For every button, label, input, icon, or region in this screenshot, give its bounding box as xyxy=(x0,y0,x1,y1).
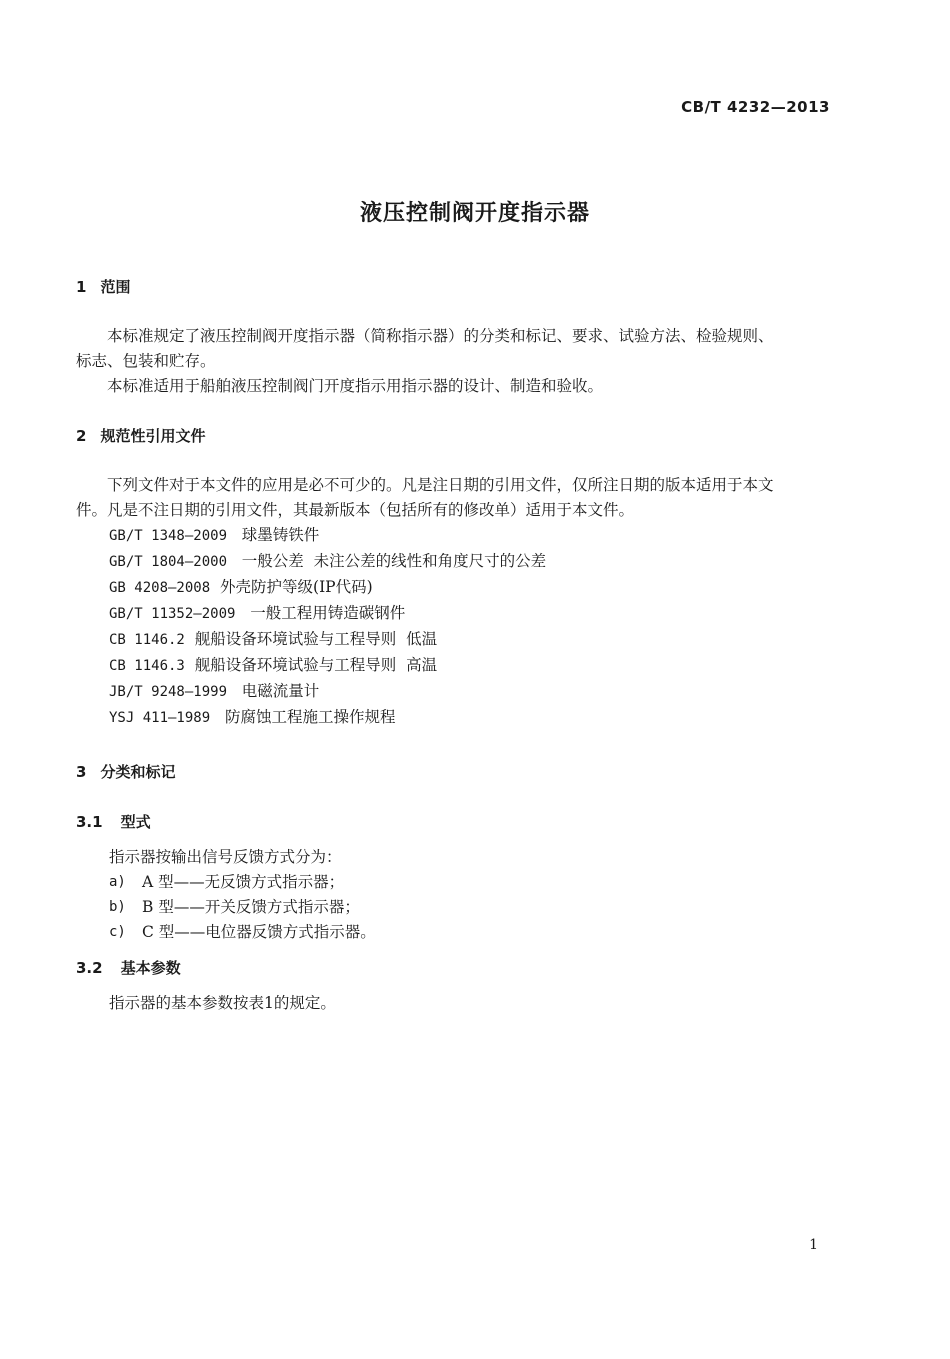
reference-title: 外壳防护等级(IP代码) xyxy=(220,578,373,596)
reference-title: 一般公差 未注公差的线性和角度尺寸的公差 xyxy=(241,552,547,570)
subsection-title: 型式 xyxy=(120,813,151,831)
list-marker: a) xyxy=(109,874,126,890)
text-line: 件。凡是不注日期的引用文件，其最新版本（包括所有的修改单）适用于本文件。 xyxy=(76,501,635,519)
section-2-heading xyxy=(76,423,836,449)
list-item xyxy=(76,870,836,895)
reference-title: 舰船设备环境试验与工程导则 高温 xyxy=(194,656,438,674)
reference-code: GB/T 1804—2000 xyxy=(109,554,228,570)
section-1-heading xyxy=(76,274,836,300)
subsection-3-1-heading xyxy=(76,809,836,835)
section-number: 3 xyxy=(76,763,87,781)
reference-code: CB 1146.2 xyxy=(109,632,185,648)
type-list xyxy=(76,870,836,945)
list-marker: c) xyxy=(109,924,126,940)
list-text: B 型——开关反馈方式指示器； xyxy=(142,898,360,916)
section-title: 规范性引用文件 xyxy=(100,427,206,445)
scope-paragraph-2: 本标准适用于船舶液压控制阀门开度指示用指示器的设计、制造和验收。 xyxy=(107,377,604,395)
text-line: 标志、包装和贮存。 xyxy=(76,352,216,370)
list-text: A 型——无反馈方式指示器； xyxy=(142,873,345,891)
basic-parameters-text: 指示器的基本参数按表1的规定。 xyxy=(109,994,336,1012)
reference-item xyxy=(76,549,836,575)
reference-title: 防腐蚀工程施工操作规程 xyxy=(224,708,396,726)
document-title: 液压控制阀开度指示器 xyxy=(359,201,590,226)
reference-item xyxy=(76,601,836,627)
list-item xyxy=(76,920,836,945)
reference-item xyxy=(76,523,836,549)
section-3-heading xyxy=(76,759,836,785)
subsection-number: 3.1 xyxy=(76,813,103,831)
standard-number: CB/T 4232—2013 xyxy=(681,98,830,116)
section-title: 分类和标记 xyxy=(100,763,176,781)
reference-item xyxy=(76,679,836,705)
reference-code: GB/T 1348—2009 xyxy=(109,528,228,544)
reference-title: 一般工程用铸造碳钢件 xyxy=(250,604,406,622)
subsection-title: 基本参数 xyxy=(120,959,181,977)
section-title: 范围 xyxy=(100,278,131,296)
list-marker: b) xyxy=(109,899,126,915)
section-number: 1 xyxy=(76,278,87,296)
reference-item xyxy=(76,705,836,731)
reference-code: GB 4208—2008 xyxy=(109,580,211,596)
reference-title: 球墨铸铁件 xyxy=(241,526,320,544)
reference-item xyxy=(76,653,836,679)
section-number: 2 xyxy=(76,427,87,445)
reference-title: 舰船设备环境试验与工程导则 低温 xyxy=(194,630,438,648)
reference-item xyxy=(76,627,836,653)
reference-code: CB 1146.3 xyxy=(109,658,185,674)
text-line: 本标准规定了液压控制阀开度指示器（简称指示器）的分类和标记、要求、试验方法、检验规则、 xyxy=(107,327,774,345)
subsection-3-2-heading xyxy=(76,955,836,981)
reference-code: YSJ 411—1989 xyxy=(109,710,211,726)
reference-code: JB/T 9248—1999 xyxy=(109,684,228,700)
text-line: 下列文件对于本文件的应用是必不可少的。凡是注日期的引用文件，仅所注日期的版本适用于本文 xyxy=(107,476,774,494)
references-intro xyxy=(76,473,836,523)
list-text: C 型——电位器反馈方式指示器。 xyxy=(142,923,376,941)
type-intro: 指示器按输出信号反馈方式分为： xyxy=(109,848,342,866)
reference-code: GB/T 11352—2009 xyxy=(109,606,236,622)
reference-item xyxy=(76,575,836,601)
page-number: 1 xyxy=(809,1237,818,1253)
list-item xyxy=(76,895,836,920)
reference-list xyxy=(76,523,836,731)
document-body xyxy=(76,274,836,1016)
subsection-number: 3.2 xyxy=(76,959,103,977)
reference-title: 电磁流量计 xyxy=(241,682,320,700)
scope-paragraph-1 xyxy=(76,324,836,374)
